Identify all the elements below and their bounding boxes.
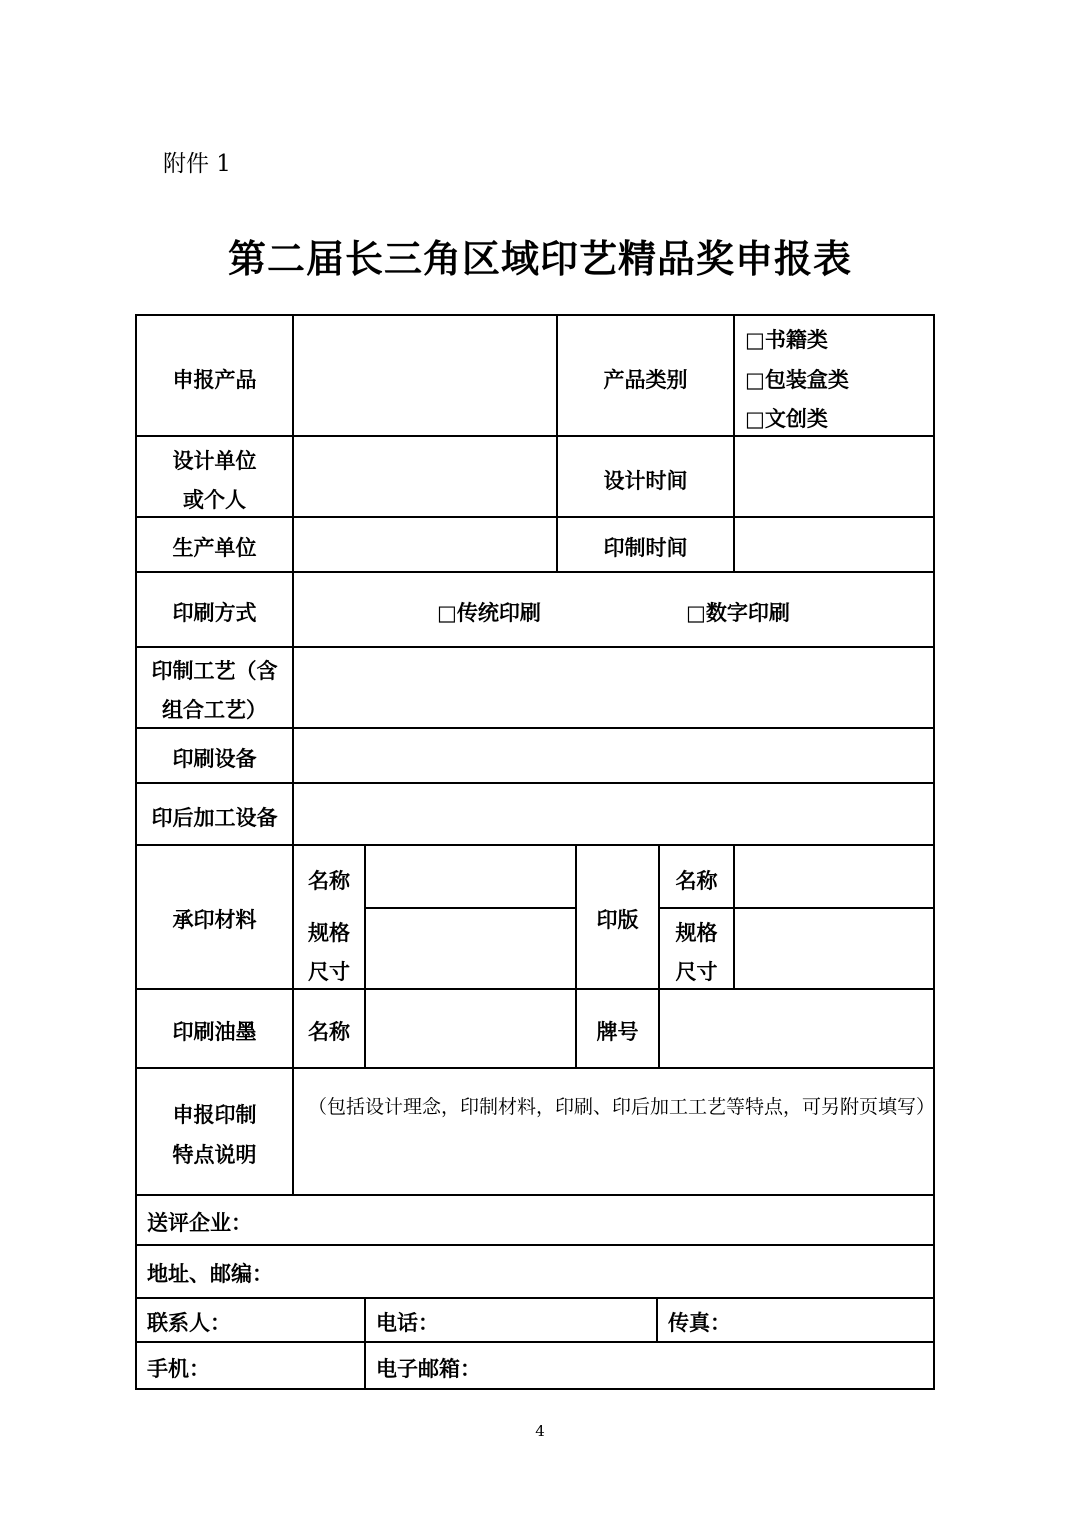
post-equipment-label: 印后加工设备 (151, 806, 278, 830)
row-divider (135, 1194, 935, 1196)
company-label: 送评企业： (147, 1211, 252, 1235)
row-divider (135, 571, 935, 573)
row-divider (135, 844, 935, 846)
row-divider (135, 1067, 935, 1069)
row-divider (135, 516, 935, 518)
row-divider (135, 646, 935, 648)
attachment-label: 附件 1 (163, 151, 231, 177)
row-divider (135, 988, 935, 990)
row-divider (135, 1341, 935, 1343)
address-label: 地址、邮编： (147, 1262, 273, 1286)
row-divider (135, 435, 935, 437)
application-table (135, 314, 935, 1390)
plate-label: 印版 (596, 908, 639, 932)
print-method-label: 印刷方式 (172, 601, 257, 625)
page-number: 4 (535, 1422, 545, 1440)
column-divider (556, 314, 558, 571)
column-divider (292, 314, 294, 1194)
process-label: 印制工艺（含 (151, 659, 278, 683)
row-divider (135, 782, 935, 784)
plate-name-label: 名称 (675, 869, 718, 893)
category-label: 产品类别 (603, 368, 688, 392)
process-label: 组合工艺） (162, 698, 267, 722)
substrate-name-label: 名称 (308, 869, 350, 893)
designer-label: 或个人 (183, 488, 246, 512)
checkbox-packaging[interactable]: □包装盒类 (745, 368, 849, 392)
column-divider (733, 314, 735, 571)
product-label: 申报产品 (172, 368, 257, 392)
checkbox-books[interactable]: □书籍类 (745, 328, 828, 352)
checkbox-digital[interactable]: □数字印刷 (686, 601, 790, 625)
description-hint: （包括设计理念，印制材料，印刷、印后加工工艺等特点，可另附页填写） (308, 1096, 936, 1118)
form-title: 第二届长三角区域印艺精品奖申报表 (227, 237, 852, 281)
email-label: 电子邮箱： (376, 1357, 481, 1381)
column-divider (364, 1297, 366, 1390)
substrate-spec-label: 尺寸 (308, 960, 350, 984)
phone-label: 电话： (376, 1311, 439, 1335)
brand-label: 牌号 (596, 1020, 639, 1044)
row-divider (135, 1297, 935, 1299)
plate-spec-label: 尺寸 (675, 960, 718, 984)
substrate-label: 承印材料 (172, 908, 257, 932)
contact-label: 联系人： (147, 1311, 231, 1335)
checkbox-cultural[interactable]: □文创类 (745, 407, 828, 431)
checkbox-traditional[interactable]: □传统印刷 (437, 601, 541, 625)
column-divider (656, 1297, 658, 1341)
column-divider (364, 844, 366, 1067)
producer-label: 生产单位 (172, 536, 257, 560)
designer-label: 设计单位 (172, 449, 257, 473)
row-divider (135, 1244, 935, 1246)
design-time-label: 设计时间 (603, 469, 688, 493)
print-time-label: 印制时间 (603, 536, 688, 560)
row-divider (659, 907, 935, 909)
description-label: 申报印制 (172, 1103, 257, 1127)
ink-label: 印刷油墨 (172, 1020, 257, 1044)
row-divider (365, 907, 576, 909)
description-label: 特点说明 (172, 1143, 257, 1167)
plate-spec-label: 规格 (675, 921, 718, 945)
fax-label: 传真： (668, 1311, 731, 1335)
ink-name-label: 名称 (308, 1020, 350, 1044)
substrate-spec-label: 规格 (308, 921, 350, 945)
column-divider (733, 844, 735, 988)
mobile-label: 手机： (147, 1357, 210, 1381)
row-divider (135, 727, 935, 729)
equipment-label: 印刷设备 (172, 747, 257, 771)
